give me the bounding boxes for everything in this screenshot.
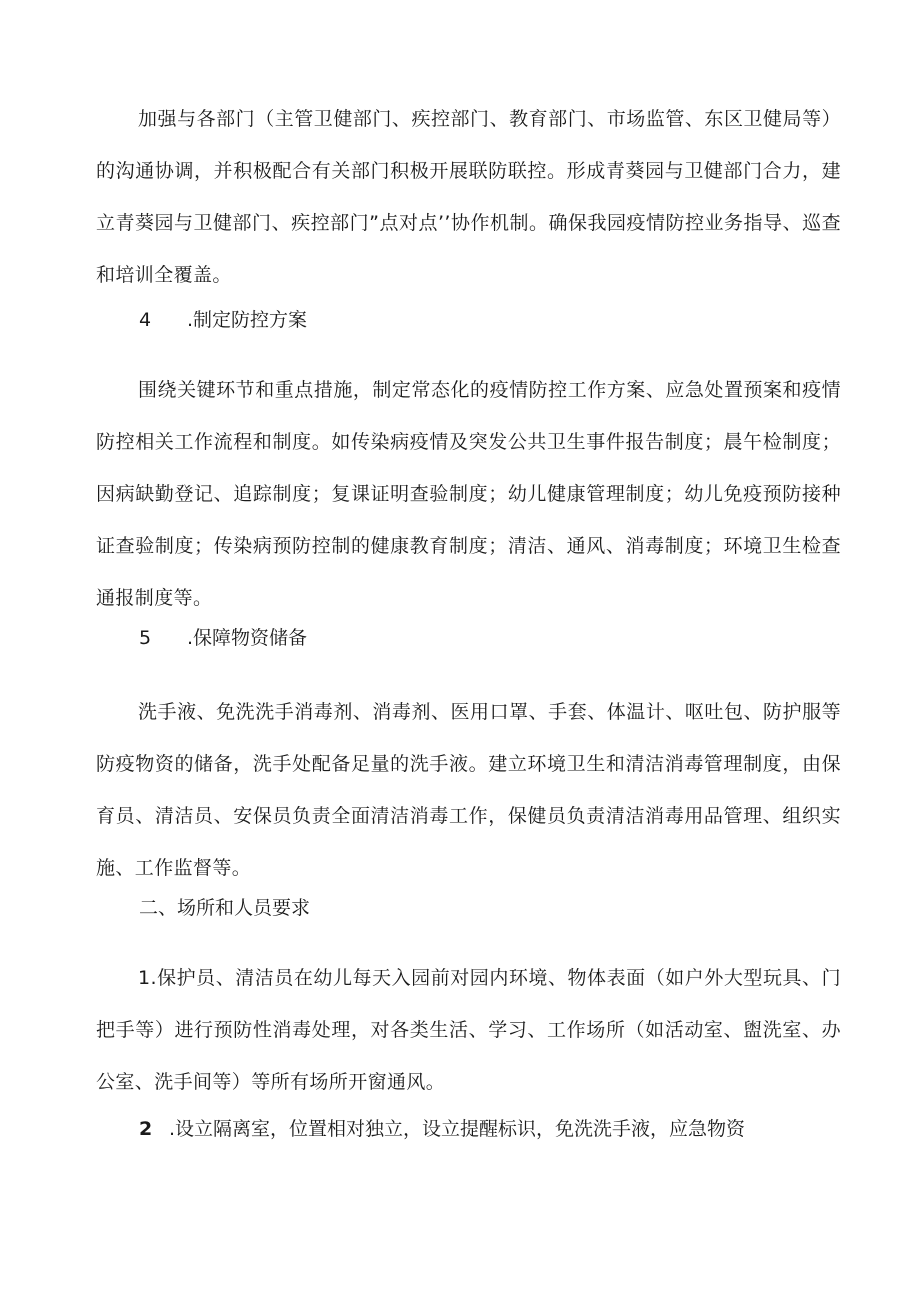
paragraph-disinfection: 1.保护员、清洁员在幼儿每天入园前对园内环境、物体表面（如户外大型玩具、门把手等）进行预防性消毒处理，对各类生活、学习、工作场所（如活动室、盥洗室、办公室、洗手间等）等所有场所开窗通风。 — [96, 967, 841, 1093]
paragraph-prevention-plan: 围绕关键环节和重点措施，制定常态化的疫情防控工作方案、应急处置预案和疫情防控相关工作流程和制度。如传染病疫情及突发公共卫生事件报告制度；晨午检制度；因病缺勤登记、追踪制度；复课证明查验制度；幼儿健康管理制度；幼儿免疫预防接种证查验制度；传染病预防控制的健康教育制度；清洁、通风、消毒制度；环境卫生检查通报制度等。 — [96, 379, 841, 609]
heading-4-text: .制定防控方案 — [187, 309, 308, 331]
heading-2-isolation — [139, 1114, 745, 1144]
heading-4-number: 4 — [139, 309, 152, 331]
heading-5 — [139, 623, 307, 653]
heading-5-text: .保障物资储备 — [187, 627, 308, 649]
heading-4 — [139, 305, 307, 335]
heading-2-number: 2 — [139, 1118, 153, 1140]
heading-2-text: .设立隔离室，位置相对独立，设立提醒标识，免洗洗手液，应急物资 — [169, 1118, 746, 1140]
paragraph-supplies: 洗手液、免洗洗手消毒剂、消毒剂、医用口罩、手套、体温计、呕吐包、防护服等防疫物资的储备，洗手处配备足量的洗手液。建立环境卫生和清洁消毒管理制度，由保育员、清洁员、安保员负责全面清洁消毒工作，保健员负责清洁消毒用品管理、组织实施、工作监督等。 — [96, 701, 841, 879]
paragraph-coordination: 加强与各部门（主管卫健部门、疾控部门、教育部门、市场监管、东区卫健局等）的沟通协调，并积极配合有关部门积极开展联防联控。形成青葵园与卫健部门合力，建立青葵园与卫健部门、疾控部门”点对点’’协作机制。确保我园疫情防控业务指导、巡查和培训全覆盖。 — [96, 108, 841, 286]
section-heading-venues: 二、场所和人员要求 — [139, 897, 311, 919]
heading-5-number: 5 — [139, 627, 152, 649]
